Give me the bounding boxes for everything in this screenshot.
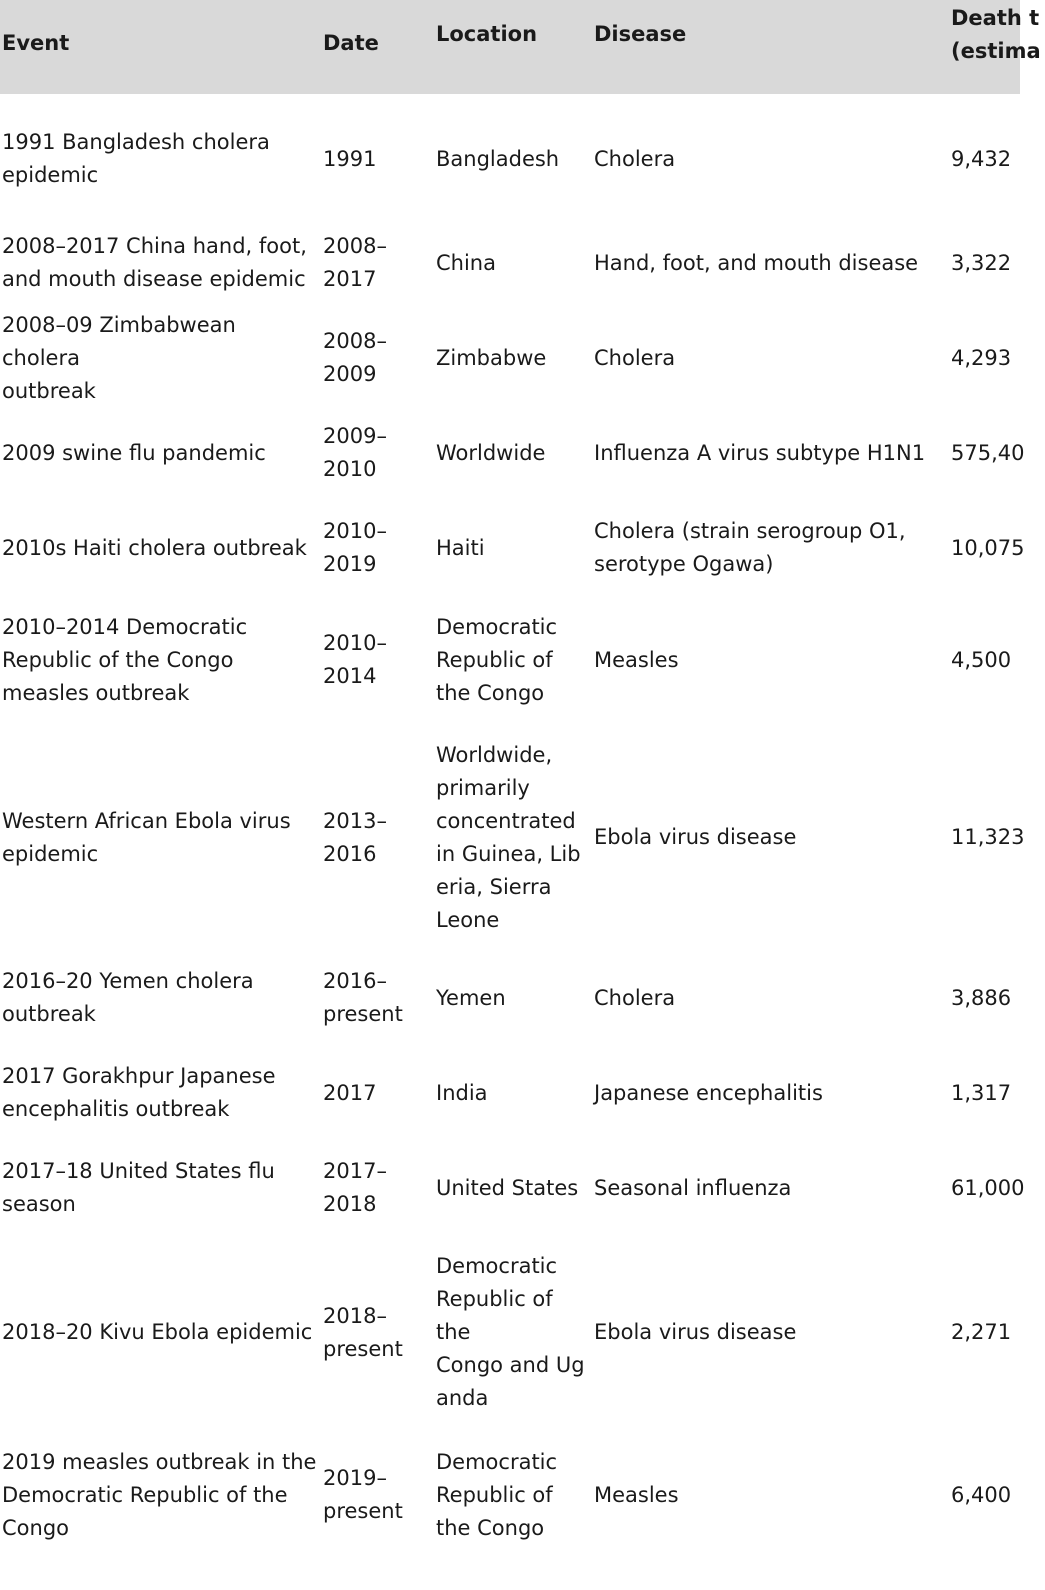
table-row [0,965,1045,1031]
death-toll-cell: 4,293 [951,345,1012,370]
date-cell: 1991 [323,146,377,171]
disease-cell: Japanese encephalitis [594,1080,823,1105]
location-cell: India [436,1080,488,1105]
header-date: Date [323,31,379,55]
death-toll-cell: 9,432 [951,146,1012,171]
disease-cell: Influenza A virus subtype H1N1 [594,440,926,465]
location-cell: United States [436,1175,579,1200]
death-toll-cell: 3,322 [951,250,1012,275]
header-event: Event [2,31,70,55]
event-cell: 2010s Haiti cholera outbreak [2,535,307,560]
date-cell: 2017 [323,1080,377,1105]
event-cell: 1991 Bangladesh cholera epidemic [2,130,270,187]
table-row [0,1250,1045,1415]
header-death-line1: Death t [951,6,1040,30]
event-cell: 2016–20 Yemen cholera outbreak [2,969,254,1026]
death-toll-cell: 11,323 [951,825,1025,849]
location-cell: Bangladesh [436,146,560,171]
table-row [0,312,1045,403]
table-row [0,1445,1045,1545]
table-header [0,0,1041,94]
event-cell: 2019 measles outbreak in the Democratic Republic of the Congo [2,1449,317,1540]
location-cell: Zimbabwe [436,345,547,370]
disease-cell: Hand, foot, and mouth disease [594,250,919,275]
date-cell: 2010– 2019 [323,519,387,576]
event-cell: 2009 swine flu pandemic [2,440,266,465]
event-cell: 2018–20 Kivu Ebola epidemic [2,1320,313,1344]
disease-cell: Ebola virus disease [594,1320,797,1344]
table-row [0,120,1045,198]
death-toll-cell: 2,271 [951,1320,1012,1344]
event-cell: 2017–18 United States flu season [2,1159,275,1216]
date-cell: 2016– present [323,969,403,1026]
table-row [0,420,1045,486]
table-row [0,230,1045,296]
date-cell: 2009– 2010 [323,424,387,481]
location-cell: Worldwide, primarily concentrated in Guinea, Lib eria, Sierra Leone [436,742,581,932]
disease-cell: Measles [594,647,679,672]
event-cell: 2017 Gorakhpur Japanese encephalitis outbreak [2,1064,276,1121]
date-cell: 2008– 2017 [323,234,387,291]
death-toll-cell: 61,000 [951,1175,1025,1200]
location-cell: Democratic Republic of the Congo [436,614,558,705]
date-cell: 2013– 2016 [323,808,387,866]
date-cell: 2018– present [323,1303,403,1361]
event-cell: Western African Ebola virus epidemic [2,808,291,866]
table-row [0,740,1045,935]
date-cell: 2008– 2009 [323,329,387,386]
event-cell: 2010–2014 Democratic Republic of the Congo measles outbreak [2,614,248,705]
header-location: Location [436,22,538,46]
disease-cell: Seasonal influenza [594,1175,792,1200]
table-row [0,515,1045,581]
date-cell: 2019– present [323,1466,403,1523]
death-toll-cell: 6,400 [951,1482,1012,1507]
location-cell: Democratic Republic of the Congo and Ug anda [436,1254,585,1410]
disease-cell: Cholera [594,345,676,370]
event-cell: 2008–2017 China hand, foot, and mouth disease epidemic [2,234,307,291]
header-disease: Disease [594,22,687,46]
table-row [0,1060,1045,1126]
location-cell: Yemen [436,985,506,1010]
location-cell: Haiti [436,535,485,560]
date-cell: 2017– 2018 [323,1159,387,1216]
event-cell: 2008–09 Zimbabwean cholera outbreak [2,312,236,403]
disease-cell: Cholera [594,146,676,171]
death-toll-cell: 1,317 [951,1080,1012,1105]
disease-cell: Measles [594,1482,679,1507]
date-cell: 2010– 2014 [323,631,387,688]
death-toll-cell: 3,886 [951,985,1012,1010]
disease-cell: Cholera (strain serogroup O1, serotype Ogawa) [594,519,906,576]
disease-cell: Ebola virus disease [594,825,797,849]
location-cell: Worldwide [436,440,546,465]
disease-cell: Cholera [594,985,676,1010]
location-cell: Democratic Republic of the Congo [436,1449,558,1540]
death-toll-cell: 4,500 [951,647,1012,672]
table-row [0,610,1045,710]
table-row [0,1155,1045,1221]
location-cell: China [436,250,496,275]
death-toll-cell: 10,075 [951,535,1025,560]
header-death-line2: (estima [951,39,1041,63]
death-toll-cell: 575,40 [951,440,1025,465]
